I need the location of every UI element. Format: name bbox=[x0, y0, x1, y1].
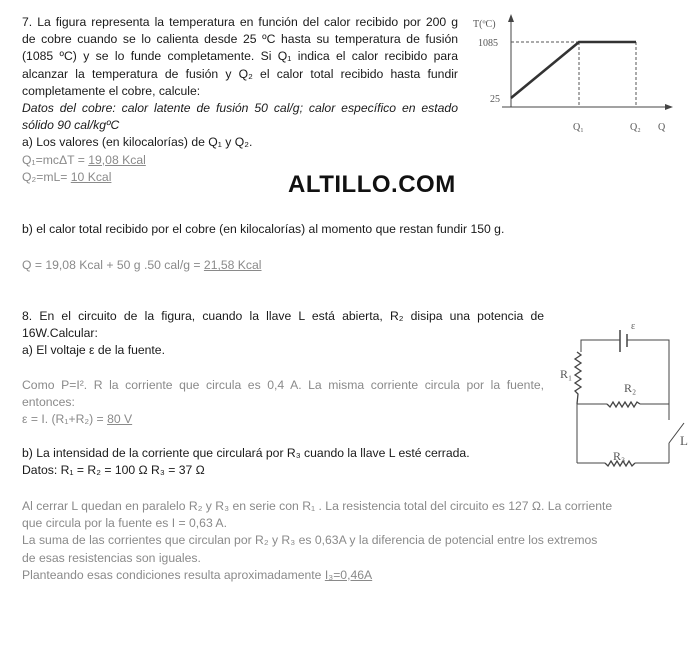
problem-8-part-b bbox=[22, 445, 470, 479]
emf-label: ε bbox=[631, 321, 636, 332]
wire-top-left bbox=[581, 340, 620, 352]
statement-line: 7. La figura representa la temperatura en función del calor recibido por 200 g bbox=[22, 15, 458, 29]
y-tick-25: 25 bbox=[490, 94, 500, 105]
wire-top-right bbox=[627, 340, 669, 420]
statement-line: (1085 ºC) y se lo funde completamente. Si Q₁ indica el calor recibido para bbox=[22, 49, 458, 64]
part-b-result: 21,58 Kcal bbox=[203, 258, 262, 273]
statement-line: alcanzar la temperatura de fusión y Q₂ el calor total recibido hasta fundir bbox=[22, 66, 458, 81]
r2-label: R₂ bbox=[624, 381, 637, 395]
copper-data-line: Datos del cobre: calor latente de fusión 50 cal/g; calor específico en estado bbox=[22, 101, 458, 116]
q1-formula: Q₁=mcΔT = bbox=[22, 152, 89, 167]
circuit-diagram bbox=[550, 310, 700, 480]
final-answer-text: Planteando esas condiciones resulta aproximadamente bbox=[22, 567, 325, 582]
statement-line: completamente el cobre, calcule: bbox=[22, 83, 201, 98]
statement-line: 16W.Calcular: bbox=[22, 326, 98, 341]
y-axis-label: T(ºC) bbox=[473, 19, 496, 30]
part-a-question: a) El voltaje ε de la fuente. bbox=[22, 343, 165, 358]
part-b-question: b) el calor total recibido por el cobre (en kilocalorías) al momento que restan fundir 150 g. bbox=[22, 222, 505, 236]
answer-line: entonces: bbox=[22, 395, 75, 410]
copper-data-line: sólido 90 cal/kgºC bbox=[22, 118, 120, 133]
r3-label: R₃ bbox=[613, 449, 626, 463]
emf-formula: ε = I. (R₁+R₂) = bbox=[22, 412, 108, 427]
x-axis-label: Q bbox=[658, 122, 666, 133]
part-b-answer bbox=[22, 257, 504, 274]
part-b-formula: Q = 19,08 Kcal + 50 g .50 cal/g = bbox=[22, 258, 204, 273]
emf-result: 80 V bbox=[107, 412, 133, 427]
x-tick-q1: Q₁ bbox=[573, 122, 584, 133]
part-a-question: a) Los valores (en kilocalorías) de Q₁ y Q₂. bbox=[22, 135, 253, 150]
resistor-r2 bbox=[607, 402, 640, 407]
switch-label: L bbox=[680, 433, 688, 448]
answer-line: La suma de las corrientes que circulan por R₂ y R₃ es 0,63A y la diferencia de potencial entre los extremos bbox=[22, 533, 598, 548]
problem-7-statement bbox=[22, 14, 458, 186]
answer-line: Al cerrar L quedan en paralelo R₂ y R₃ en serie con R₁ . La resistencia total del circuito es 127 Ω. La corriente bbox=[22, 499, 613, 513]
problem-8-statement bbox=[22, 308, 544, 360]
temperature-heat-graph bbox=[460, 10, 700, 150]
q1-answer bbox=[22, 152, 458, 169]
x-tick-q2: Q₂ bbox=[630, 122, 641, 133]
final-answer bbox=[22, 567, 612, 584]
part-b-question: b) La intensidad de la corriente que circulará por R₃ cuando la llave L esté cerrada. bbox=[22, 446, 470, 460]
x-axis-arrow-icon bbox=[665, 104, 673, 110]
statement-line: de cobre cuando se lo calienta desde 25 ºC hasta su temperatura de fusión bbox=[22, 32, 458, 47]
altillo-watermark: ALTILLO.COM bbox=[288, 171, 456, 198]
temperature-curve bbox=[511, 42, 636, 98]
answer-line: Como P=I². R la corriente que circula es 0,4 A. La misma corriente circula por la fuente, bbox=[22, 378, 544, 392]
q1-result: 19,08 Kcal bbox=[88, 152, 146, 167]
emf-answer bbox=[22, 411, 544, 428]
answer-line: de esas resistencias son iguales. bbox=[22, 550, 201, 565]
resistor-r1 bbox=[575, 352, 581, 404]
q2-formula: Q₂=mL= bbox=[22, 169, 71, 184]
q2-result: 10 Kcal bbox=[70, 169, 112, 184]
i3-result: I₃=0,46A bbox=[324, 567, 373, 582]
problem-7-part-b bbox=[22, 221, 504, 274]
part-b-data: Datos: R₁ = R₂ = 100 Ω R₃ = 37 Ω bbox=[22, 463, 205, 478]
y-tick-1085: 1085 bbox=[478, 38, 498, 49]
problem-8-part-a-answer bbox=[22, 377, 544, 429]
answer-line: que circula por la fuente es I = 0,63 A. bbox=[22, 516, 227, 531]
r1-label: R₁ bbox=[560, 367, 573, 381]
statement-line: 8. En el circuito de la figura, cuando la llave L está abierta, R₂ disipa una potencia de bbox=[22, 309, 544, 323]
y-axis-arrow-icon bbox=[508, 14, 514, 22]
problem-8-part-b-answer bbox=[22, 498, 612, 584]
